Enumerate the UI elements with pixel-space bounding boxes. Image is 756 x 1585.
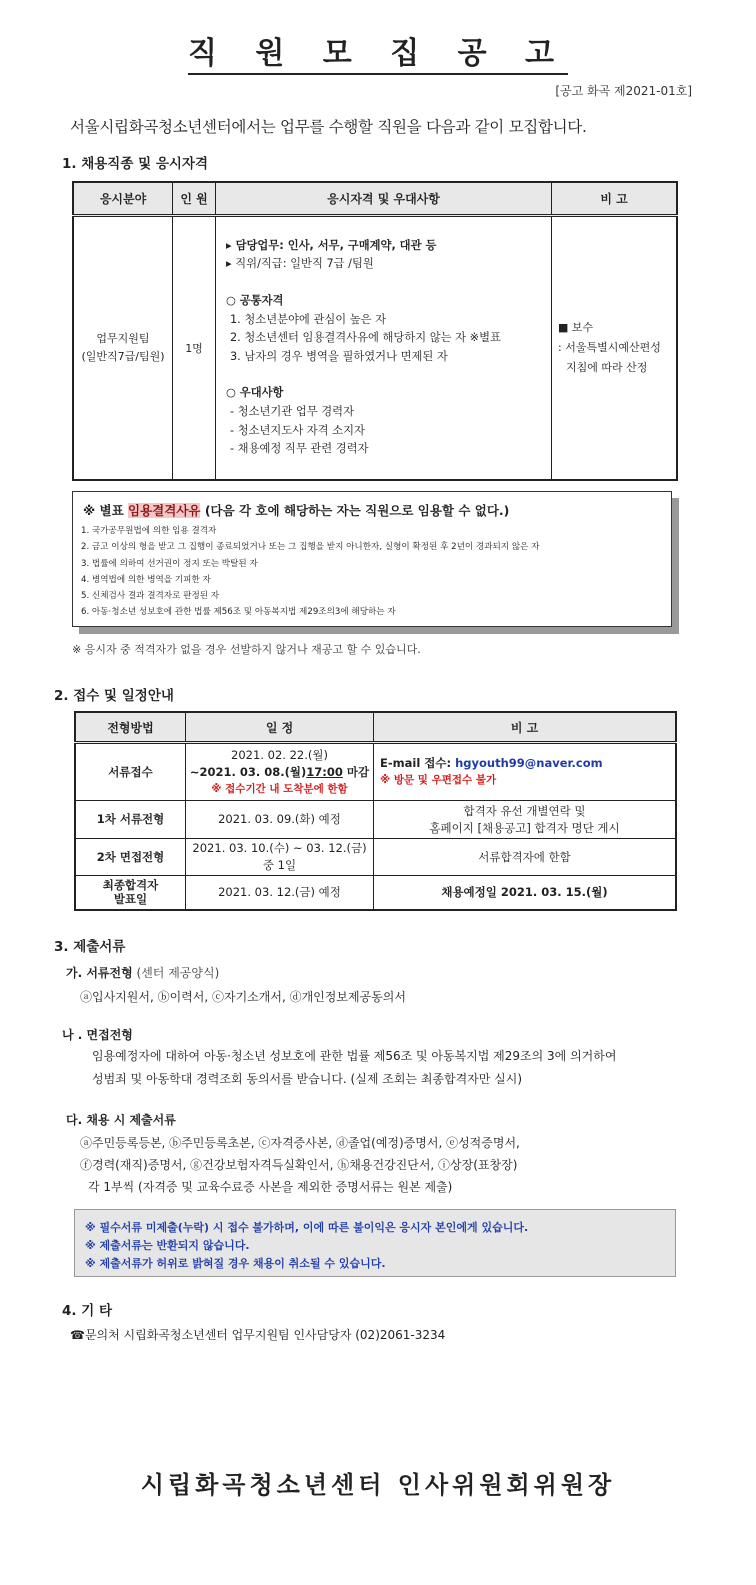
note-cell: 채용예정일 2021. 03. 15.(월) — [374, 876, 677, 910]
field-cell — [73, 216, 173, 480]
common-item: 3. 남자의 경우 병역을 필하였거나 면제된 자 — [230, 349, 448, 363]
method-cell: 2차 면접전형 — [75, 839, 186, 876]
list-item: 1. 국가공무원법에 의한 임용 결격자 — [81, 526, 217, 536]
table-row — [75, 801, 676, 839]
note-cell: 서류합격자에 한함 — [374, 839, 677, 876]
schedule-cell — [186, 743, 374, 801]
reannouncement-note: ※ 응시자 중 적격자가 없을 경우 선발하지 않거나 재공고 할 수 있습니다. — [72, 643, 421, 656]
list-item: 4. 병역법에 의한 병역을 기피한 자 — [81, 574, 211, 585]
hiring-docs-title: 다. 채용 시 제출서류 — [66, 1113, 176, 1127]
date-line: 중 1일 — [262, 858, 297, 872]
pref-item: - 청소년지도사 자격 소지자 — [230, 423, 365, 437]
method-cell — [75, 876, 186, 910]
list-item: 5. 신체검사 결과 결격자로 판정된 자 — [81, 591, 220, 602]
table-row — [75, 839, 676, 876]
method-line: 발표일 — [113, 892, 148, 907]
date-line: 2021. 02. 22.(월) — [231, 747, 328, 762]
section2-heading: 2. 접수 및 일정안내 — [54, 688, 174, 704]
contact-line: ☎문의처 시립화곡청소년센터 업무지원팀 인사담당자 (02)2061-3234 — [70, 1328, 446, 1342]
col-header-method: 전형방법 — [75, 712, 186, 743]
interview-text: 임용예정자에 대하여 아동·청소년 성보호에 관한 법률 제56조 및 아동복지법 제29조의 3에 의거하여 — [92, 1049, 617, 1063]
list-item: 6. 아동·청소년 성보호에 관한 법률 제56조 및 아동복지법 제29조의3에 해당하는 자 — [81, 607, 396, 618]
signature: 시립화곡청소년센터 인사위원회위원장 — [140, 1471, 616, 1499]
method-cell: 1차 서류전형 — [75, 801, 186, 839]
note-cell — [374, 801, 677, 839]
col-header-schedule: 일 정 — [186, 712, 374, 743]
submission-note: ※ 필수서류 미제출(누락) 시 접수 불가하며, 이에 따른 불이익은 응시자 본인에게 있습니다. — [85, 1221, 529, 1234]
submission-notes-box — [74, 1209, 676, 1277]
field-name: 업무지원팀 — [96, 331, 150, 345]
col-header-note: 비 고 — [374, 712, 677, 743]
remark-line: ■ 보수 — [558, 320, 594, 334]
common-item: 2. 청소년센터 임용결격사유에 해당하지 않는 자 ※별표 — [230, 331, 501, 345]
disqualification-list — [81, 523, 539, 621]
disqualification-heading: ※ 별표 임용결격사유 (다음 각 호에 해당하는 자는 직원으로 임용할 수 없다.) — [83, 503, 510, 518]
date-line: ~2021. 03. 08.(월)17:00 마감 — [189, 764, 370, 779]
col-header-count: 인 원 — [173, 182, 216, 216]
hiring-docs-line: ⓐ주민등록등본, ⓑ주민등록초본, ⓒ자격증사본, ⓓ졸업(예정)증명서, ⓔ성적증명서, — [80, 1136, 520, 1150]
section1-heading: 1. 채용직종 및 응시자격 — [62, 156, 208, 172]
col-header-remark: 비 고 — [552, 182, 678, 216]
date-line: 2021. 03. 10.(수) ~ 03. 12.(금) — [192, 841, 367, 855]
method-cell: 서류접수 — [75, 743, 186, 801]
email-link[interactable]: hgyouth99@naver.com — [455, 756, 603, 770]
doc-screening-title: 가. 서류전형 (센터 제공양식) — [66, 966, 220, 980]
deadline-note: ※ 접수기간 내 도착분에 한함 — [211, 782, 348, 795]
schedule-cell: 2021. 03. 12.(금) 예정 — [186, 876, 374, 910]
no-visit-note: ※ 방문 및 우편접수 불가 — [380, 774, 497, 786]
pref-item: - 채용예정 직무 관련 경력자 — [230, 442, 369, 456]
table-row — [75, 743, 676, 801]
method-line: 최종합격자 — [102, 878, 159, 893]
field-rank: (일반직7급/팀원) — [81, 349, 165, 363]
note-line: 홈페이지 [채용공고] 합격자 명단 게시 — [429, 820, 620, 835]
list-item: 2. 금고 이상의 형을 받고 그 집행이 종료되었거나 또는 그 집행을 받지 아니한자, 실형이 확정된 후 2년이 경과되지 않은 자 — [81, 542, 540, 553]
common-item: 1. 청소년분야에 관심이 높은 자 — [230, 312, 387, 326]
count-cell: 1명 — [173, 216, 216, 480]
qualification-table — [72, 181, 678, 481]
interview-title: 나 . 면접전형 — [62, 1028, 133, 1042]
note-line: 합격자 유선 개별연락 및 — [463, 803, 586, 818]
common-title: ○ 공통자격 — [226, 293, 284, 307]
rank-line: ▸ 직위/직급: 일반직 7급 /팀원 — [226, 257, 374, 271]
interview-text: 성범죄 및 아동학대 경력조회 동의서를 받습니다. (실제 조회는 최종합격자만 실시) — [92, 1072, 523, 1086]
section4-heading: 4. 기 타 — [62, 1303, 113, 1319]
page-title: 직 원 모 집 공 고 — [0, 28, 756, 72]
hiring-docs-line: ⓕ경력(재직)증명서, ⓖ건강보험자격득실확인서, ⓗ채용건강진단서, ⓘ상장(표창장) — [80, 1158, 518, 1172]
table-row — [75, 876, 676, 910]
hiring-docs-line: 각 1부씩 (자격증 및 교육수료증 사본을 제외한 증명서류는 원본 제출) — [88, 1180, 453, 1194]
list-item: 3. 법률에 의하여 선거권이 정지 또는 박탈된 자 — [81, 558, 258, 569]
doc-screening-items: ⓐ입사지원서, ⓑ이력서, ⓒ자기소개서, ⓓ개인정보제공동의서 — [80, 990, 406, 1004]
submission-note: ※ 제출서류가 허위로 밝혀질 경우 채용이 취소될 수 있습니다. — [85, 1257, 386, 1270]
schedule-cell — [186, 839, 374, 876]
note-cell — [374, 743, 677, 801]
schedule-table — [74, 711, 677, 911]
remark-line: : 서울특별시예산편성 — [558, 340, 661, 354]
schedule-cell: 2021. 03. 09.(화) 예정 — [186, 801, 374, 839]
disqualification-box — [72, 491, 672, 627]
email-line: E-mail 접수: hgyouth99@naver.com — [380, 756, 603, 770]
remark-line: 지침에 따라 산정 — [566, 360, 648, 374]
phone-icon: ☎ — [70, 1328, 85, 1342]
section3-heading: 3. 제출서류 — [54, 939, 126, 955]
intro-text: 서울시립화곡청소년센터에서는 업무를 수행할 직원을 다음과 같이 모집합니다. — [70, 118, 587, 136]
qualification-cell — [216, 216, 552, 480]
duty-line: ▸ 담당업무: 인사, 서무, 구매계약, 대관 등 — [226, 238, 437, 252]
col-header-qualification: 응시자격 및 우대사항 — [216, 182, 552, 216]
notice-number: [공고 화곡 제2021-01호] — [555, 84, 692, 98]
pref-title: ○ 우대사항 — [226, 386, 284, 400]
submission-note: ※ 제출서류는 반환되지 않습니다. — [85, 1239, 250, 1252]
remark-cell — [552, 216, 678, 480]
col-header-field: 응시분야 — [73, 182, 173, 216]
pref-item: - 청소년기관 업무 경력자 — [230, 404, 354, 418]
